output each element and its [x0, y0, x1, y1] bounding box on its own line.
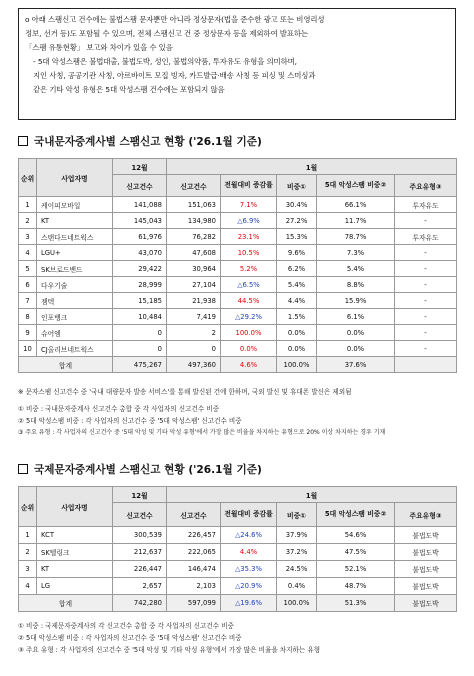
row-share: 27.2% [277, 213, 317, 229]
row-share: 5.4% [277, 277, 317, 293]
row-major-type: 투자유도 [395, 197, 457, 213]
table-row [19, 578, 457, 595]
row-malicious-share: 0.0% [317, 325, 395, 341]
row-share: 0.0% [277, 325, 317, 341]
total-malicious-share: 51.3% [317, 595, 395, 612]
header-jan-reports: 신고건수 [167, 503, 221, 527]
row-company-name: 슈어엠 [37, 325, 113, 341]
row-jan-reports: 226,457 [167, 527, 221, 544]
table-row [19, 277, 457, 293]
row-change: △6.9% [221, 213, 277, 229]
header-dec-reports: 신고건수 [113, 175, 167, 197]
row-malicious-share: 15.9% [317, 293, 395, 309]
row-share: 1.5% [277, 309, 317, 325]
row-share: 4.4% [277, 293, 317, 309]
row-change: 44.5% [221, 293, 277, 309]
international-table-body [19, 527, 457, 612]
row-change: △29.2% [221, 309, 277, 325]
row-major-type: - [395, 245, 457, 261]
header-share: 비중① [277, 175, 317, 197]
row-change: △35.3% [221, 561, 277, 578]
row-major-type: - [395, 341, 457, 357]
row-rank: 3 [19, 561, 37, 578]
header-january: 1월 [167, 159, 457, 175]
row-dec-reports: 10,484 [113, 309, 167, 325]
row-dec-reports: 212,637 [113, 544, 167, 561]
row-change: 5.2% [221, 261, 277, 277]
row-rank: 4 [19, 578, 37, 595]
row-dec-reports: 0 [113, 341, 167, 357]
row-company-name: SK브로드밴드 [37, 261, 113, 277]
row-jan-reports: 76,282 [167, 229, 221, 245]
row-company-name: 인포뱅크 [37, 309, 113, 325]
table-row [19, 527, 457, 544]
row-malicious-share: 54.6% [317, 527, 395, 544]
total-share: 100.0% [277, 357, 317, 373]
row-jan-reports: 2 [167, 325, 221, 341]
row-change: 7.1% [221, 197, 277, 213]
row-dec-reports: 0 [113, 325, 167, 341]
row-change: 10.5% [221, 245, 277, 261]
row-dec-reports: 2,657 [113, 578, 167, 595]
row-rank: 8 [19, 309, 37, 325]
table-total-row [19, 357, 457, 373]
row-major-type: - [395, 277, 457, 293]
row-company-name: KCT [37, 527, 113, 544]
international-note-1: ① 비중 : 국제문자중계사의 각 신고건수 총합 중 각 사업자의 신고건수 비중 [18, 622, 234, 630]
table-row [19, 544, 457, 561]
row-rank: 4 [19, 245, 37, 261]
table-row [19, 197, 457, 213]
total-label: 합계 [19, 357, 113, 373]
row-change: 0.0% [221, 341, 277, 357]
header-dec-reports: 신고건수 [113, 503, 167, 527]
header-share: 비중① [277, 503, 317, 527]
row-rank: 2 [19, 544, 37, 561]
intro-sub-2: 지인 사칭, 공공기관 사칭, 아르바이트 모집 빙자, 카드발급·배송 사칭 등 피싱 및 스미싱과 [33, 71, 316, 80]
row-change: 4.4% [221, 544, 277, 561]
row-major-type: 불법도박 [395, 527, 457, 544]
domestic-section-title: 국내문자중계사별 스팸신고 현황 ('26.1월 기준) [18, 134, 262, 149]
row-dec-reports: 300,539 [113, 527, 167, 544]
header-major-type: 주요유형③ [395, 175, 457, 197]
row-company-name: KT [37, 561, 113, 578]
row-rank: 3 [19, 229, 37, 245]
intro-line-3: 「스팸 유통현황」 보고와 차이가 있을 수 있음 [25, 43, 173, 52]
header-december: 12월 [113, 487, 167, 503]
row-company-name: LGU+ [37, 245, 113, 261]
row-rank: 7 [19, 293, 37, 309]
total-change: 4.6% [221, 357, 277, 373]
row-company-name: 젬텍 [37, 293, 113, 309]
international-section-title: 국제문자중계사별 스팸신고 현황 ('26.1월 기준) [18, 462, 262, 477]
row-jan-reports: 27,104 [167, 277, 221, 293]
table-row [19, 293, 457, 309]
international-note-2: ② 5대 악성스팸 비중 : 각 사업자의 신고건수 중 '5대 악성스팸' 신고건수 비중 [18, 634, 242, 642]
row-major-type: - [395, 325, 457, 341]
header-major-type: 주요유형③ [395, 503, 457, 527]
domestic-note-2: ② 5대 악성스팸 비중 : 각 사업자의 신고건수 중 '5대 악성스팸' 신고건수 비중 [18, 417, 242, 425]
header-january: 1월 [167, 487, 457, 503]
header-change: 전월대비 증감률 [221, 503, 277, 527]
domestic-note-3: ③ 주요 유형 : 각 사업자의 신고건수 중 '5대 악성 및 기타 악성 유형'에서 가장 많은 비율을 차지하는 유형으로 20% 이상 차지하는 경우 기재 [18, 429, 386, 436]
row-share: 15.3% [277, 229, 317, 245]
intro-line-2: 정보, 선거 등)도 포함될 수 있으며, 전체 스팸신고 건 중 정상문자 등을 제외하여 발표하는 [25, 29, 308, 38]
row-company-name: SK텔링크 [37, 544, 113, 561]
row-change: △24.6% [221, 527, 277, 544]
domestic-spam-table [18, 158, 457, 373]
row-malicious-share: 78.7% [317, 229, 395, 245]
row-jan-reports: 7,419 [167, 309, 221, 325]
row-change: △6.5% [221, 277, 277, 293]
row-share: 37.2% [277, 544, 317, 561]
checkbox-square-icon [18, 464, 28, 474]
row-dec-reports: 145,043 [113, 213, 167, 229]
total-jan-reports: 597,099 [167, 595, 221, 612]
row-dec-reports: 43,070 [113, 245, 167, 261]
domestic-table-body [19, 197, 457, 373]
total-major-type: 불법도박 [395, 595, 457, 612]
table-row [19, 229, 457, 245]
total-major-type [395, 357, 457, 373]
row-rank: 9 [19, 325, 37, 341]
table-row [19, 325, 457, 341]
row-change: 23.1% [221, 229, 277, 245]
total-change: △19.6% [221, 595, 277, 612]
row-company-name: KT [37, 213, 113, 229]
row-malicious-share: 52.1% [317, 561, 395, 578]
row-share: 6.2% [277, 261, 317, 277]
row-share: 0.4% [277, 578, 317, 595]
row-dec-reports: 141,088 [113, 197, 167, 213]
row-jan-reports: 47,608 [167, 245, 221, 261]
row-rank: 1 [19, 527, 37, 544]
row-major-type: - [395, 293, 457, 309]
intro-sub-3: 같은 기타 악성 유형은 5대 악성스팸 건수에는 포함되지 않음 [33, 85, 225, 94]
table-row [19, 261, 457, 277]
row-change: △20.9% [221, 578, 277, 595]
row-dec-reports: 226,447 [113, 561, 167, 578]
total-label: 합계 [19, 595, 113, 612]
header-rank: 순위 [19, 159, 37, 197]
row-malicious-share: 0.0% [317, 341, 395, 357]
row-malicious-share: 8.8% [317, 277, 395, 293]
table-row [19, 341, 457, 357]
row-jan-reports: 222,065 [167, 544, 221, 561]
header-december: 12월 [113, 159, 167, 175]
row-company-name: CJ올리브네트웍스 [37, 341, 113, 357]
row-rank: 1 [19, 197, 37, 213]
total-dec-reports: 475,267 [113, 357, 167, 373]
intro-note-box [18, 8, 456, 120]
table-total-row [19, 595, 457, 612]
row-rank: 2 [19, 213, 37, 229]
intro-line-1: o 아래 스팸신고 건수에는 불법스팸 문자뿐만 아니라 정상문자(법을 준수한 광고 또는 비영리성 [25, 15, 325, 24]
row-malicious-share: 7.3% [317, 245, 395, 261]
row-change: 100.0% [221, 325, 277, 341]
row-major-type: - [395, 213, 457, 229]
header-malicious-share: 5대 악성스팸 비중② [317, 503, 395, 527]
total-share: 100.0% [277, 595, 317, 612]
row-dec-reports: 61,976 [113, 229, 167, 245]
row-jan-reports: 30,964 [167, 261, 221, 277]
row-jan-reports: 134,980 [167, 213, 221, 229]
row-company-name: LG [37, 578, 113, 595]
row-rank: 6 [19, 277, 37, 293]
total-dec-reports: 742,280 [113, 595, 167, 612]
row-share: 0.0% [277, 341, 317, 357]
checkbox-square-icon [18, 136, 28, 146]
row-rank: 10 [19, 341, 37, 357]
header-malicious-share: 5대 악성스팸 비중② [317, 175, 395, 197]
row-dec-reports: 15,185 [113, 293, 167, 309]
row-company-name: 스탠다드네트웍스 [37, 229, 113, 245]
row-jan-reports: 146,474 [167, 561, 221, 578]
table-row [19, 213, 457, 229]
header-company: 사업자명 [37, 487, 113, 527]
row-company-name: 케이피모바일 [37, 197, 113, 213]
row-malicious-share: 47.5% [317, 544, 395, 561]
row-jan-reports: 21,938 [167, 293, 221, 309]
row-share: 9.6% [277, 245, 317, 261]
row-dec-reports: 28,999 [113, 277, 167, 293]
row-major-type: - [395, 309, 457, 325]
total-malicious-share: 37.6% [317, 357, 395, 373]
table-row [19, 561, 457, 578]
header-rank: 순위 [19, 487, 37, 527]
row-share: 30.4% [277, 197, 317, 213]
domestic-note-star: ※ 문자스팸 신고건수 중 '국내 대량문자 발송 서비스'를 통해 발신된 건에 한하며, 국외 발신 및 휴대폰 발신은 제외됨 [18, 388, 352, 396]
row-share: 37.9% [277, 527, 317, 544]
row-jan-reports: 2,103 [167, 578, 221, 595]
row-malicious-share: 6.1% [317, 309, 395, 325]
row-share: 24.5% [277, 561, 317, 578]
header-jan-reports: 신고건수 [167, 175, 221, 197]
row-major-type: 불법도박 [395, 578, 457, 595]
row-rank: 5 [19, 261, 37, 277]
intro-sub-1: - 5대 악성스팸은 불법대출, 불법도박, 성인, 불법의약품, 투자유도 유형을 의미하며, [33, 57, 297, 66]
row-jan-reports: 151,063 [167, 197, 221, 213]
row-major-type: - [395, 261, 457, 277]
domestic-note-1: ① 비중 : 국내문자중계사 신고건수 총합 중 각 사업자의 신고건수 비중 [18, 405, 220, 413]
header-change: 전월대비 증감률 [221, 175, 277, 197]
row-major-type: 투자유도 [395, 229, 457, 245]
row-major-type: 불법도박 [395, 561, 457, 578]
table-row [19, 245, 457, 261]
header-company: 사업자명 [37, 159, 113, 197]
row-major-type: 불법도박 [395, 544, 457, 561]
row-malicious-share: 66.1% [317, 197, 395, 213]
row-malicious-share: 5.4% [317, 261, 395, 277]
row-malicious-share: 11.7% [317, 213, 395, 229]
total-jan-reports: 497,360 [167, 357, 221, 373]
row-company-name: 다우기술 [37, 277, 113, 293]
row-jan-reports: 0 [167, 341, 221, 357]
international-spam-table [18, 486, 457, 612]
row-malicious-share: 48.7% [317, 578, 395, 595]
row-dec-reports: 29,422 [113, 261, 167, 277]
international-note-3: ③ 주요 유형 : 각 사업자의 신고건수 중 '5대 악성 및 기타 악성 유형'에서 가장 많은 비율을 차지하는 유형 [18, 646, 321, 654]
table-row [19, 309, 457, 325]
